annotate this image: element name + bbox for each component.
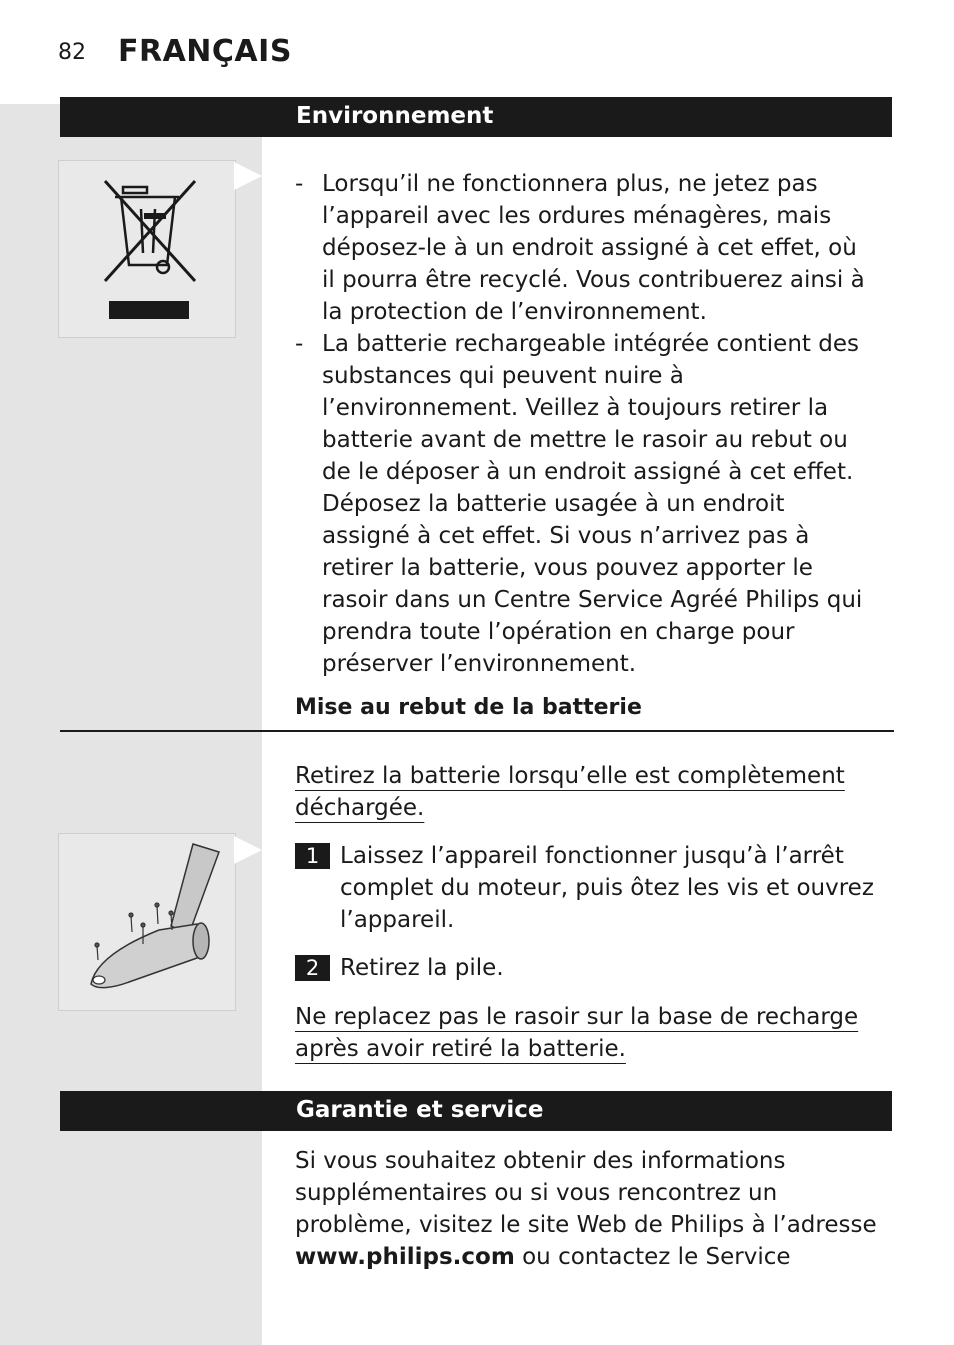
battery-note-top: Retirez la batterie lorsqu’elle est complètement déchargée.: [295, 763, 845, 821]
section-title-environment: Environnement: [296, 103, 494, 129]
warranty-text: Si vous souhaitez obtenir des informations supplémentaires ou si vous rencontrez un problème, visitez le site Web de Philips à l’adresse: [295, 1148, 877, 1238]
bullet-dash: -: [295, 171, 304, 197]
step-number: 1: [295, 843, 330, 869]
shaver-illustration: [58, 833, 236, 1011]
warranty-paragraph: [295, 1145, 895, 1273]
recycle-illustration: [58, 160, 236, 338]
step-number: 2: [295, 955, 330, 981]
env-bullet-1: [295, 168, 875, 328]
philips-website-link[interactable]: www.philips.com: [295, 1244, 515, 1270]
section-title-warranty: Garantie et service: [296, 1097, 544, 1123]
crossed-out-wheelie-bin-icon: [59, 161, 235, 337]
bullet-text: La batterie rechargeable intégrée contient des substances qui peuvent nuire à l’environnement. Veillez à toujours retirer la batterie avant de mettre le rasoir au rebut ou de le déposer à un endroit assigné à cet effet. Déposez la batterie usagée à un endroit assigné à cet effet. Si vous n’arrivez pas à retirer la batterie, vous pouvez apporter le rasoir dans un Centre Service Agréé Philips qui prendra toute l’opération en charge pour préserver l’environnement.: [322, 331, 863, 677]
battery-note-bottom: Ne replacez pas le rasoir sur la base de recharge après avoir retiré la batterie.: [295, 1004, 859, 1062]
bullet-text: Lorsqu’il ne fonctionnera plus, ne jetez pas l’appareil avec les ordures ménagères, mais déposez-le à un endroit assigné à cet effet, où il pourra être recyclé. Vous contribuerez ainsi à la protection de l’environnement.: [322, 171, 865, 325]
env-bullet-2: [295, 328, 875, 680]
step-2: [295, 952, 885, 984]
subsection-rule: [60, 730, 894, 732]
bullet-dash: -: [295, 331, 304, 357]
page-number: 82: [58, 40, 86, 65]
warranty-text-after: ou contactez le Service: [514, 1244, 791, 1270]
step-text: Retirez la pile.: [340, 955, 504, 981]
shaver-open-screws-illustration: [59, 834, 235, 1010]
section-bar-warranty: [60, 1091, 892, 1131]
callout-pointer: [234, 836, 262, 864]
step-1: [295, 840, 885, 936]
section-bar-environment: [60, 97, 892, 137]
subsection-title-battery: Mise au rebut de la batterie: [295, 695, 642, 720]
language-heading: FRANÇAIS: [118, 34, 292, 69]
callout-pointer: [234, 162, 262, 190]
step-text: Laissez l’appareil fonctionner jusqu’à l’arrêt complet du moteur, puis ôtez les vis et ouvrez l’appareil.: [340, 843, 874, 933]
